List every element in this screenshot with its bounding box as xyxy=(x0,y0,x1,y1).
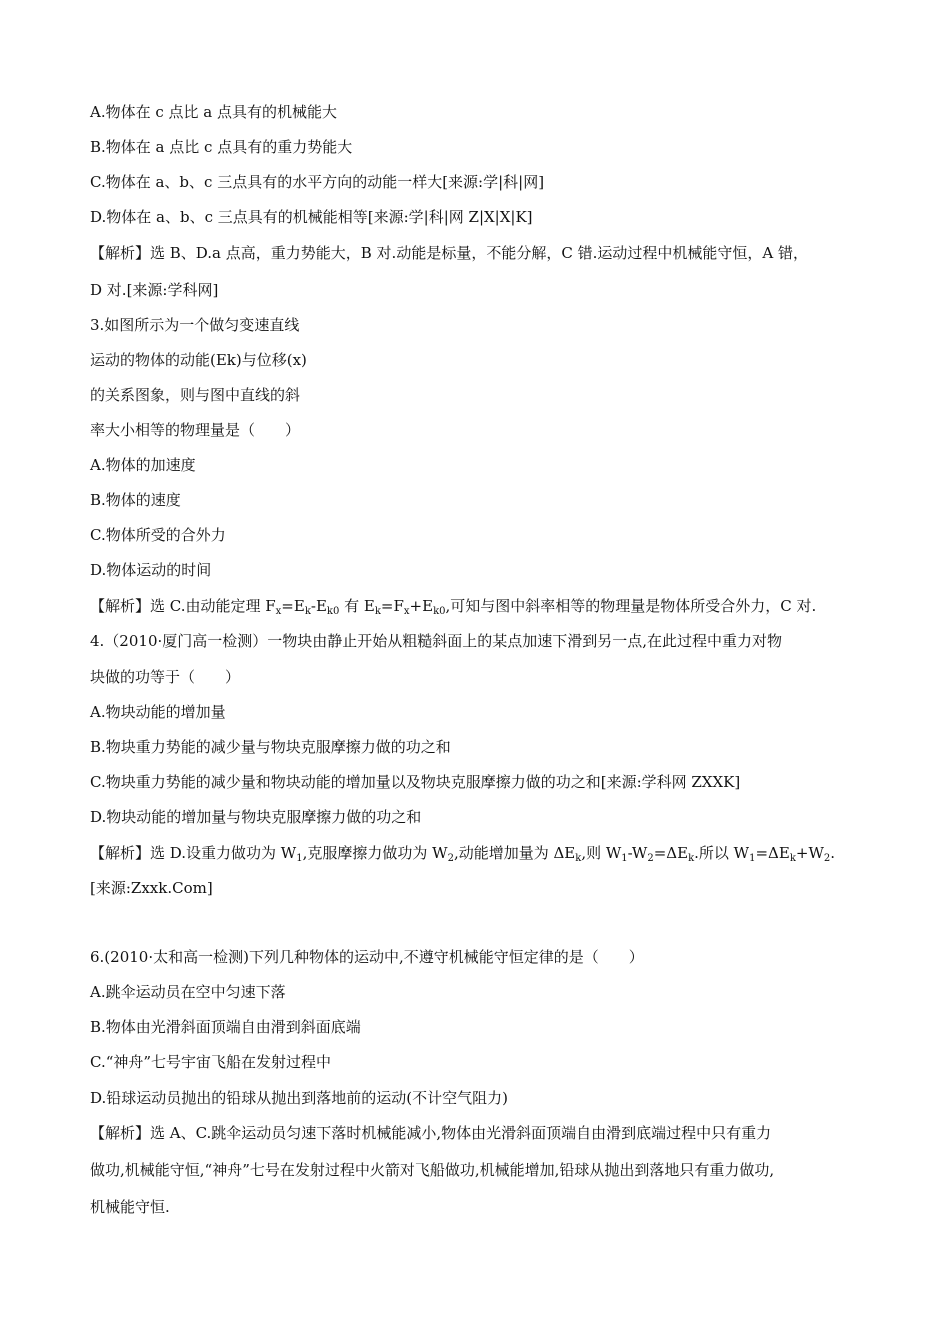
q6-option-a: A.跳伞运动员在空中匀速下落 xyxy=(90,983,286,1001)
q6-analysis-line-1: 【解析】选 A、C.跳伞运动员匀速下落时机械能减小,物体由光滑斜面顶端自由滑到底端过程中只有重力 xyxy=(90,1124,772,1142)
q6-analysis-line-2: 做功,机械能守恒,“神舟”七号在发射过程中火箭对飞船做功,机械能增加,铅球从抛出到落地只有重力做功, xyxy=(90,1161,775,1179)
q3-stem-line-4: 率大小相等的物理量是（ ） xyxy=(90,421,301,439)
q4-source: [来源:Zxxk.Com] xyxy=(90,879,213,897)
q6-stem: 6.(2010·太和高一检测)下列几种物体的运动中,不遵守机械能守恒定律的是（ ） xyxy=(90,948,644,966)
q4-option-a: A.物块动能的增加量 xyxy=(90,703,226,721)
q3-stem-line-2: 运动的物体的动能(Ek)与位移(x) xyxy=(90,351,307,369)
q4-analysis: 【解析】选 D.设重力做功为 $W_1$,克服摩擦力做功为 $W_2$,动能增加量为 $\Delta E_k$,则 $W_1-W_2=\Delta E_k$.所以 $W_1=\Delta E_k+W_2$. xyxy=(90,844,836,864)
q4-option-b: B.物块重力势能的减少量与物块克服摩擦力做的功之和 xyxy=(90,738,451,756)
q3-option-a: A.物体的加速度 xyxy=(90,456,196,474)
q3-analysis: 【解析】选 C.由动能定理 $F_x=E_k-E_{k0}$ 有 $E_k=F_x+E_{k0}$,可知与图中斜率相等的物理量是物体所受合外力，C 对. xyxy=(90,597,817,617)
q6-option-c: C.“神舟”七号宇宙飞船在发射过程中 xyxy=(90,1053,332,1071)
q2-option-a: A.物体在 c 点比 a 点具有的机械能大 xyxy=(90,103,338,121)
q2-option-d: D.物体在 a、b、c 三点具有的机械能相等[来源:学|科|网 Z|X|X|K] xyxy=(90,208,533,226)
q2-option-b: B.物体在 a 点比 c 点具有的重力势能大 xyxy=(90,138,353,156)
q6-option-b: B.物体由光滑斜面顶端自由滑到斜面底端 xyxy=(90,1018,361,1036)
q6-analysis-line-3: 机械能守恒. xyxy=(90,1198,170,1216)
q3-option-b: B.物体的速度 xyxy=(90,491,181,509)
q3-option-d: D.物体运动的时间 xyxy=(90,561,212,579)
q4-option-c: C.物块重力势能的减少量和物块动能的增加量以及物块克服摩擦力做的功之和[来源:学科网 ZXXK] xyxy=(90,773,741,791)
q2-option-c: C.物体在 a、b、c 三点具有的水平方向的动能一样大[来源:学|科|网] xyxy=(90,173,545,191)
q4-stem-line-2: 块做的功等于（ ） xyxy=(90,668,241,686)
q4-option-d: D.物块动能的增加量与物块克服摩擦力做的功之和 xyxy=(90,808,422,826)
q4-stem-line-1: 4.（2010·厦门高一检测）一物块由静止开始从粗糙斜面上的某点加速下滑到另一点,在此过程中重力对物 xyxy=(90,632,783,650)
q6-option-d: D.铅球运动员抛出的铅球从抛出到落地前的运动(不计空气阻力) xyxy=(90,1089,508,1107)
q3-stem-line-1: 3.如图所示为一个做匀变速直线 xyxy=(90,316,300,334)
q3-stem-line-3: 的关系图象，则与图中直线的斜 xyxy=(90,386,301,404)
q2-analysis-line-2: D 对.[来源:学科网] xyxy=(90,281,219,299)
q2-analysis-line-1: 【解析】选 B、D.a 点高，重力势能大，B 对.动能是标量，不能分解，C 错.运动过程中机械能守恒，A 错， xyxy=(90,244,808,262)
q3-option-c: C.物体所受的合外力 xyxy=(90,526,226,544)
